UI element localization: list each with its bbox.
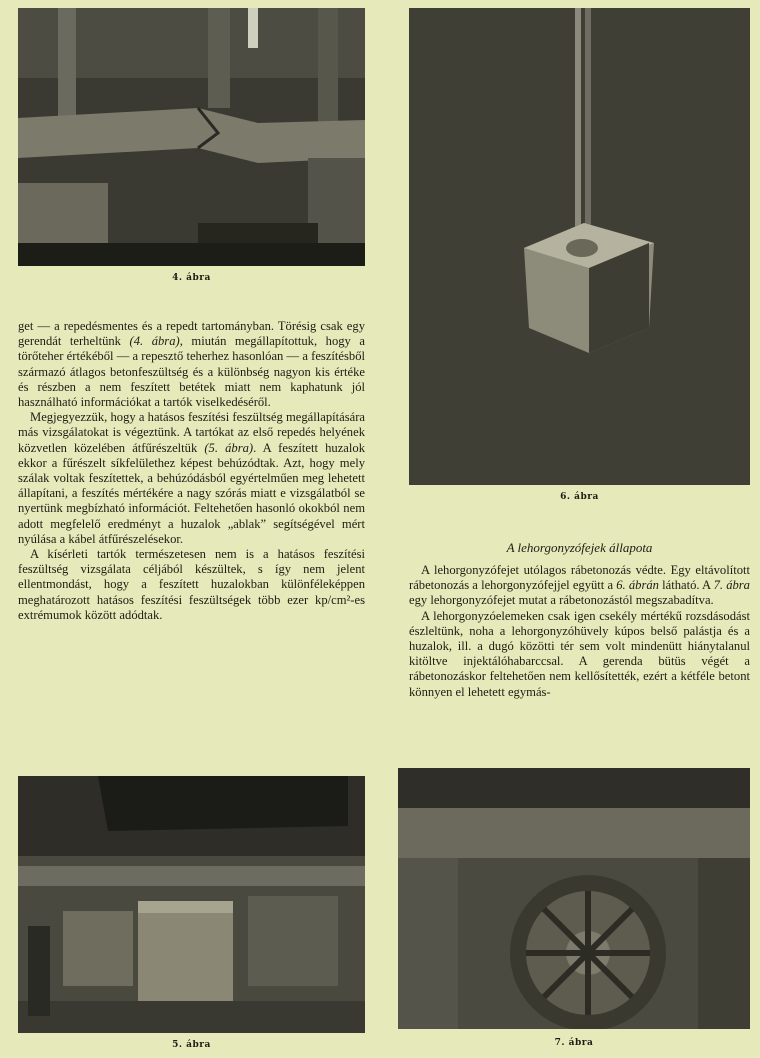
paragraph-4: A lehorgonyzófejet utólagos rábetonozás védte. Egy eltávolított rábetonozás a lehorgonyzófejjel együtt a 6. ábrán látható. A 7. ábra egy lehorgonyzófejet mutat a rábetonozástól megszabadítva.	[409, 563, 750, 608]
section-heading: A lehorgonyzófejek állapota	[506, 540, 653, 555]
figure-5-photo	[18, 776, 365, 1033]
paragraph-3: A kísérleti tartók természetesen nem is a hatásos feszítési feszültség vizsgálata céljából készültek, s így nem jelent ellentmondást, hogy a feszített huzalokban különféleképpen meghatározott hatásos feszítési feszültségek több ezer kp/cm²-es extrémumok között adódtak.	[18, 547, 365, 622]
figure-6-photo	[409, 8, 750, 485]
paragraph-1: get — a repedésmentes és a repedt tartományban. Törésig csak egy gerendát terheltünk (4. ábra), miután megállapítottuk, hogy a törőteher értékéből — a repesztő teherhez hasonlóan — a feszítésből származó átlagos betonfeszültség és a különbség nagyon kis értéke és részben a nem feszített betétek miatt nem kaphatunk jól használható információkat a tartók viselkedéséről.	[18, 319, 365, 410]
right-column-text	[409, 563, 750, 700]
figure-5-caption: 5. ábra	[172, 1040, 211, 1050]
left-column-text	[18, 319, 365, 623]
paragraph-2: Megjegyezzük, hogy a hatásos feszítési feszültség megállapítására más vizsgálatokat is végeztünk. A tartókat az első repedés helyének közvetlen közelében átfűrészeltük (5. ábra). A feszített huzalok ekkor a fűrészelt síkfelülethez képest behúzódtak. Azt, hogy mely szálak voltak feszítettek, a behúzódásból egyértelműen meg lehetett állapítani, a feszítés mértékére a nagy szórás miatt e vizsgálatból se nyertünk megbízható információt. Feltehetően hasonló okokból nem adott megfelelő eredményt a huzalok „ablak” segítségével mért nyúlása a kábel átfűrészelésekor.	[18, 410, 365, 546]
figure-7-photo	[398, 768, 750, 1029]
figure-4-photo	[18, 8, 365, 266]
figure-4-caption: 4. ábra	[172, 273, 211, 283]
paragraph-5: A lehorgonyzóelemeken csak igen csekély mértékű rozsdásodást észleltünk, noha a lehorgonyzóhüvely kúpos belső palástja és a huzalok, ill. a dugó közötti tér sem volt mindenütt hiánytalanul kitöltve injektálóhabarccsal. A gerenda bütüs végét a rábetonozáskor feltehetően nem kellősítették, ezért a kétféle betont könnyen el lehetett egymás-	[409, 608, 750, 699]
figure-6-caption: 6. ábra	[560, 492, 599, 502]
figure-7-caption: 7. ábra	[554, 1038, 594, 1048]
